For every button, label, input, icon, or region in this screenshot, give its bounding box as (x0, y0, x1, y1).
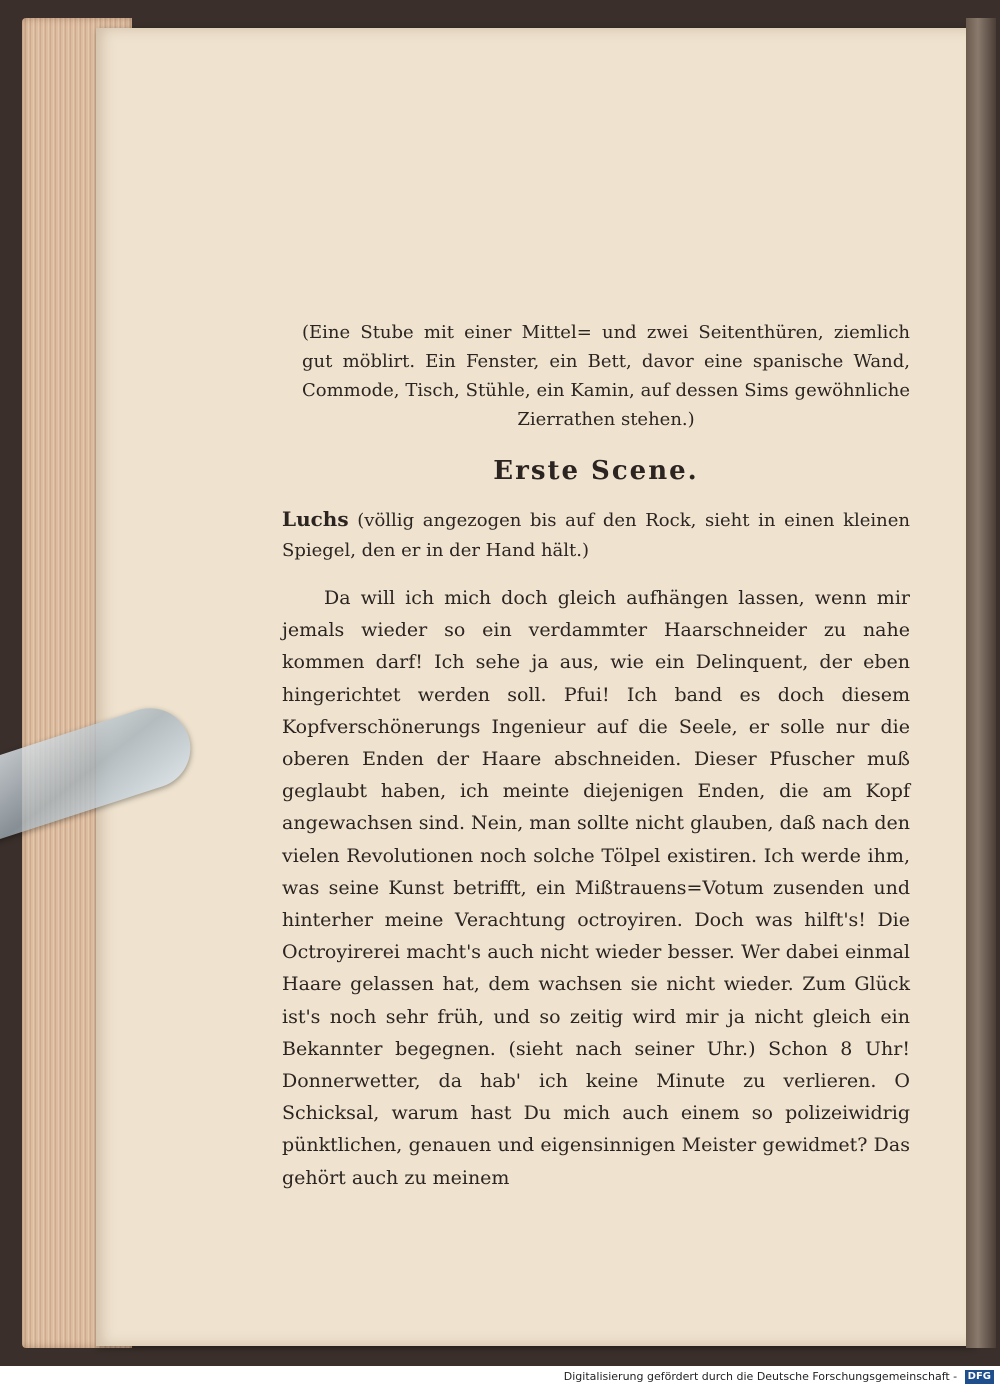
book-right-edge (966, 18, 996, 1348)
footer-credit: Digitalisierung gefördert durch die Deutsche Forschungsgemeinschaft - (563, 1370, 958, 1383)
scene-title: Erste Scene. (493, 456, 699, 486)
digitization-footer (0, 1366, 1000, 1388)
stage-direction: (Eine Stube mit einer Mittel= und zwei Seitenthüren, ziemlich gut möblirt. Ein Fenster, ein Bett, davor eine spanische Wand, Commode, Tisch, Stühle, ein Kamin, auf dessen Sims gewöhnliche Zierrathen stehen.) (302, 322, 910, 430)
dfg-logo: DFG (965, 1370, 994, 1384)
speaker-name: Luchs (282, 507, 349, 531)
speaker-direction: (völlig angezogen bis auf den Rock, sieht in einen kleinen Spiegel, den er in der Hand hält.) (282, 510, 910, 561)
speech-text: Da will ich mich doch gleich aufhängen lassen, wenn mir jemals wieder so ein verdammter Haarschneider zu nahe kommen darf! Ich sehe ja aus, wie ein Delinquent, der eben hingerichtet werden soll. Pfui! Ich band es doch diesem Kopfverschönerungs Ingenieur auf die Seele, er solle nur die oberen Enden der Haare abschneiden. Dieser Pfuscher muß geglaubt haben, ich meinte diejenigen Enden, die am Kopf angewachsen sind. Nein, man sollte nicht glauben, daß nach den vielen Revolutionen noch solche Tölpel existiren. Ich werde ihm, was seine Kunst betrifft, ein Mißtrauens=Votum zusenden und hinterher meine Verachtung octroyiren. Doch was hilft's! Die Octroyirerei macht's auch nicht wieder besser. Wer dabei einmal Haare gelassen hat, dem wachsen sie nicht wieder. Zum Glück ist's noch sehr früh, und so zeitig wird mir ja nicht gleich ein Bekannter begegnen. (sieht nach seiner Uhr.) Schon 8 Uhr! Donnerwetter, da hab' ich keine Minute zu verlieren. O Schicksal, warum hast Du mich auch einem so polizeiwidrig pünktlichen, genauen und eigensinnigen Meister gewidmet? Das gehört auch zu meinem (282, 587, 910, 1189)
speaker-line (282, 504, 910, 566)
page-text (282, 318, 910, 1194)
